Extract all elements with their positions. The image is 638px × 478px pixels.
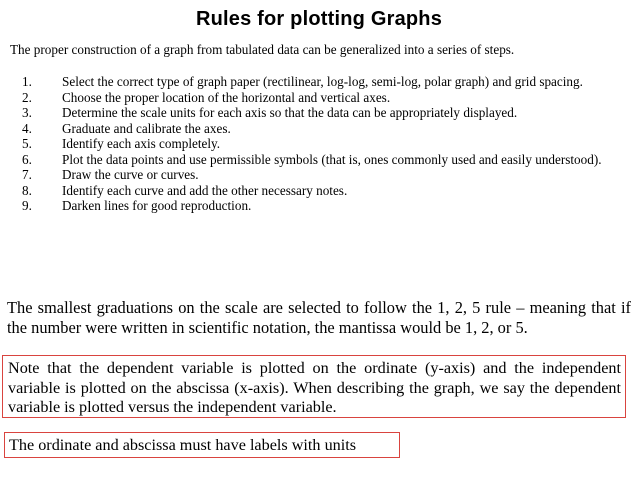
step-number: 3.	[22, 105, 32, 120]
list-item	[18, 121, 624, 137]
list-item	[18, 74, 624, 90]
step-text: Select the correct type of graph paper (rectilinear, log-log, semi-log, polar graph) and grid spacing.	[62, 74, 583, 89]
step-text: Choose the proper location of the horizontal and vertical axes.	[62, 89, 391, 105]
step-number: 5.	[22, 136, 32, 151]
dependent-variable-note-box: Note that the dependent variable is plotted on the ordinate (y-axis) and the independent variable is plotted on the abscissa (x-axis). When describing the graph, we say the dependent variable is plotted versus the independent variable.	[2, 355, 626, 418]
step-text: Determine the scale units for each axis so that the data can be appropriately displayed.	[62, 105, 518, 120]
step-text: Identify each curve and add the other necessary notes.	[62, 182, 348, 198]
list-item	[18, 105, 624, 121]
axis-labels-note-box: The ordinate and abscissa must have labels with units	[4, 432, 400, 458]
step-number: 7.	[22, 167, 32, 182]
list-item	[18, 152, 624, 168]
page-title: Rules for plotting Graphs	[195, 8, 443, 30]
step-number: 9.	[22, 198, 32, 213]
list-item	[18, 167, 624, 183]
step-text: Darken lines for good reproduction.	[62, 198, 252, 213]
step-number: 4.	[22, 120, 32, 136]
step-number: 2.	[22, 89, 32, 105]
list-item	[18, 198, 624, 214]
list-item	[18, 183, 624, 199]
scale-rule-paragraph: The smallest graduations on the scale are selected to follow the 1, 2, 5 rule – meaning that if the number were written in scientific notation, the mantissa would be 1, 2, or 5.	[7, 298, 631, 337]
steps-list	[18, 74, 624, 214]
step-text: Identify each axis completely.	[62, 136, 221, 151]
step-text: Graduate and calibrate the axes.	[62, 120, 231, 136]
step-number: 8.	[22, 182, 32, 198]
step-number: 6.	[22, 151, 32, 167]
step-text: Draw the curve or curves.	[62, 167, 199, 182]
list-item	[18, 136, 624, 152]
step-number: 1.	[22, 74, 32, 89]
list-item	[18, 90, 624, 106]
intro-paragraph: The proper construction of a graph from tabulated data can be generalized into a series of steps.	[10, 42, 515, 57]
step-text: Plot the data points and use permissible symbols (that is, ones commonly used and easily understood).	[62, 151, 602, 167]
